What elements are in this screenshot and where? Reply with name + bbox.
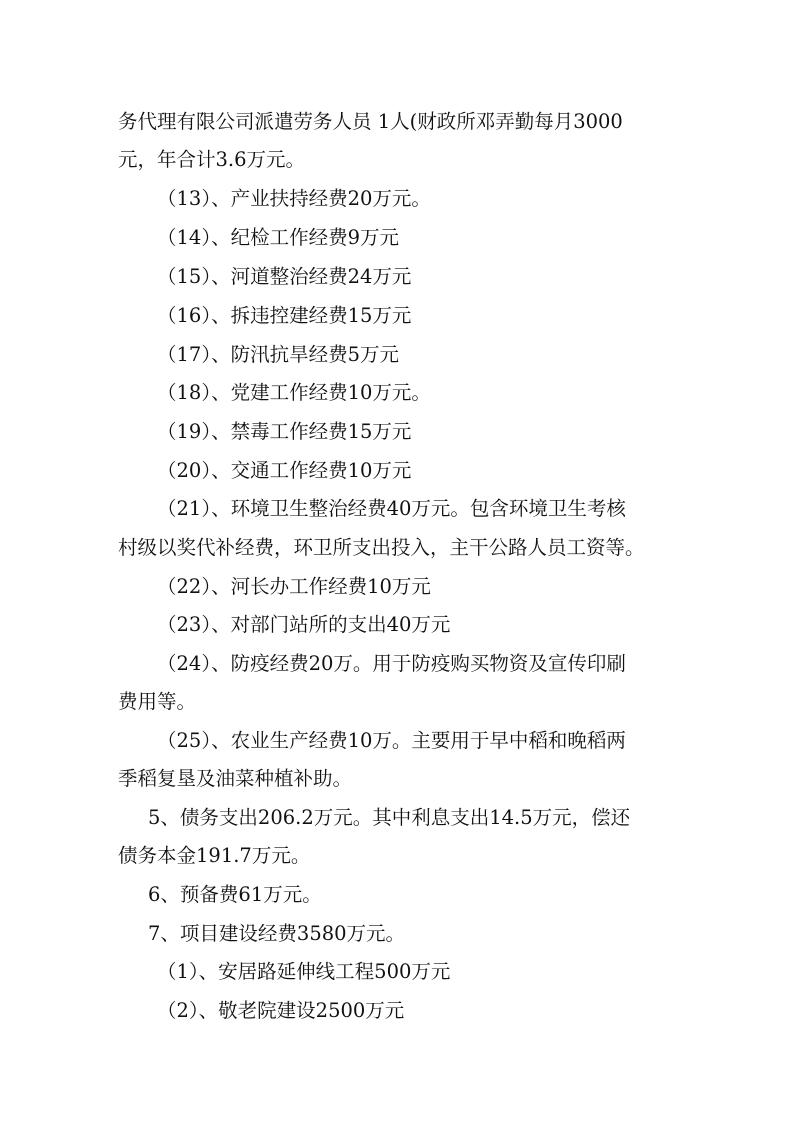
- text-line: （18）、党建工作经费10万元。: [157, 381, 431, 404]
- text-line: 债务本金191.7万元。: [118, 844, 311, 867]
- text-line: （24）、防疫经费20万。用于防疫购买物资及宣传印刷: [157, 652, 626, 675]
- text-line: （17）、防汛抗旱经费5万元: [157, 343, 399, 366]
- text-line: 费用等。: [118, 690, 197, 713]
- text-line: （20）、交通工作经费10万元: [157, 459, 412, 482]
- text-line: （25）、农业生产经费10万。主要用于早中稻和晚稻两: [157, 729, 626, 752]
- text-line: （1）、安居路延伸线工程500万元: [157, 960, 451, 983]
- text-line: （23）、对部门站所的支出40万元: [157, 613, 451, 636]
- text-line: （22）、河长办工作经费10万元: [157, 575, 431, 598]
- text-line: （15）、河道整治经费24万元: [157, 265, 412, 288]
- text-line: （14）、纪检工作经费9万元: [157, 226, 399, 249]
- text-line: 村级以奖代补经费，环卫所支出投入，主干公路人员工资等。: [118, 536, 645, 559]
- text-line: 6、预备费61万元。: [148, 883, 322, 906]
- text-line: 7、项目建设经费3580万元。: [148, 922, 406, 945]
- text-line: （13）、产业扶持经费20万元。: [157, 187, 431, 210]
- text-line: 元，年合计3.6万元。: [118, 148, 306, 171]
- text-line: （21）、环境卫生整治经费40万元。包含环境卫生考核: [157, 497, 626, 520]
- text-line: 5、债务支出206.2万元。其中利息支出14.5万元，偿还: [148, 806, 631, 829]
- text-line: （2）、敬老院建设2500万元: [157, 999, 405, 1022]
- text-line: （19）、禁毒工作经费15万元: [157, 420, 412, 443]
- text-line: 季稻复垦及油菜种植补助。: [118, 767, 353, 790]
- text-line: （16）、拆违控建经费15万元: [157, 304, 412, 327]
- text-line: 务代理有限公司派遣劳务人员 1人(财政所邓弄勤每月3000: [118, 110, 623, 133]
